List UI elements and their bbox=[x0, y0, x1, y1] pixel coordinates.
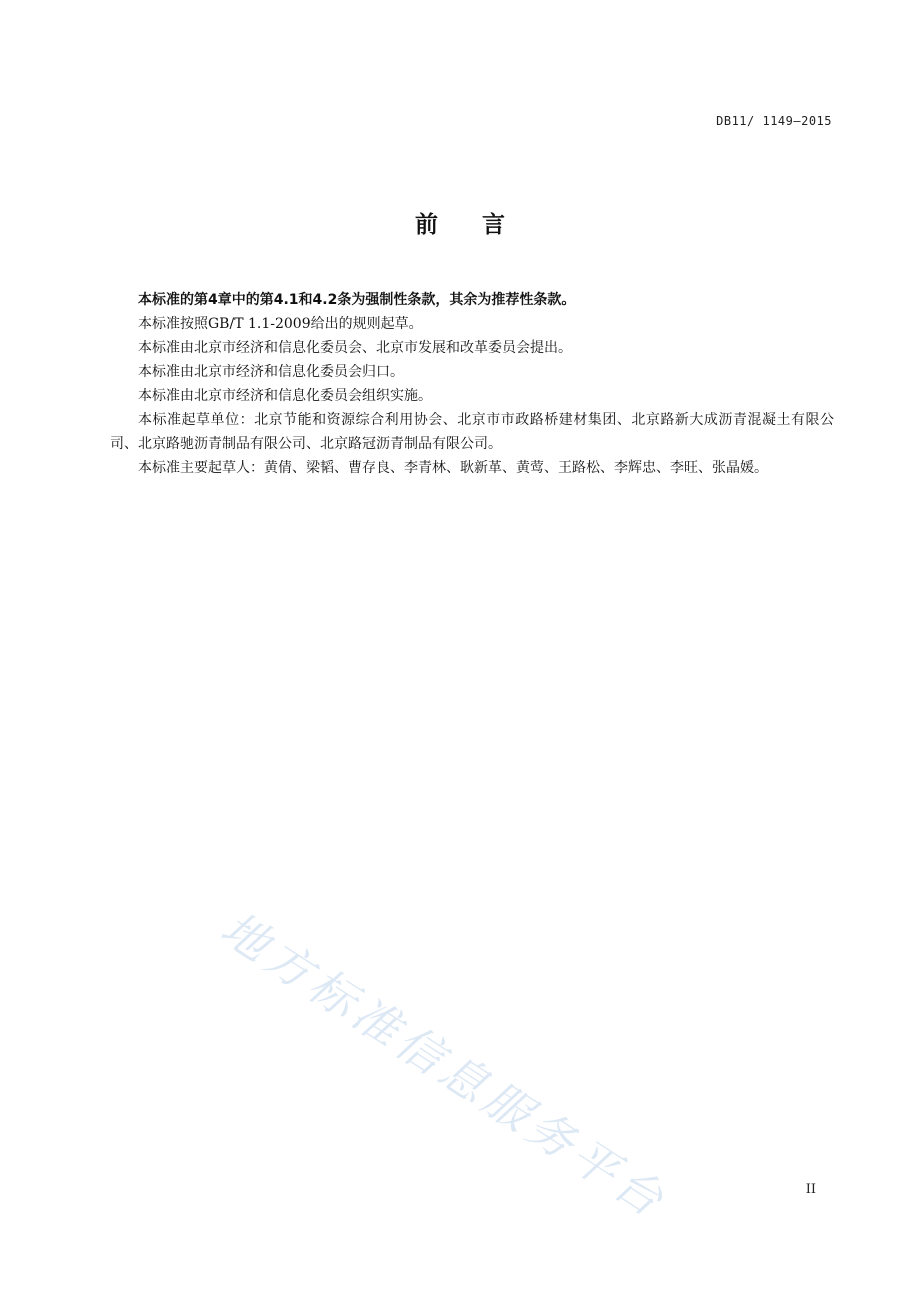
watermark-text: 地方标准信息服务平台 bbox=[211, 900, 678, 1230]
paragraph-implementation: 本标准由北京市经济和信息化委员会组织实施。 bbox=[138, 388, 432, 404]
paragraph-proposer: 本标准由北京市经济和信息化委员会、北京市发展和改革委员会提出。 bbox=[138, 340, 572, 356]
page-number: II bbox=[805, 1182, 816, 1197]
paragraph-mandatory-clauses: 本标准的第4章中的第4.1和4.2条为强制性条款，其余为推荐性条款。 bbox=[138, 292, 576, 308]
paragraph-centralized-management: 本标准由北京市经济和信息化委员会归口。 bbox=[138, 364, 404, 380]
foreword-body bbox=[110, 288, 834, 480]
paragraph-drafting-rules: 本标准按照GB/T 1.1-2009给出的规则起草。 bbox=[138, 316, 423, 332]
page-title: 前 言 bbox=[414, 212, 523, 238]
standard-code: DB11/ 1149—2015 bbox=[716, 114, 832, 128]
paragraph-drafting-units: 本标准起草单位：北京节能和资源综合利用协会、北京市市政路桥建材集团、北京路新大成沥青混凝土有限公司、北京路驰沥青制品有限公司、北京路冠沥青制品有限公司。 bbox=[110, 412, 834, 452]
paragraph-drafters: 本标准主要起草人：黄倩、梁韬、曹存良、李青林、耿新革、黄莺、王路松、李辉忠、李旺、张晶媛。 bbox=[138, 460, 768, 476]
